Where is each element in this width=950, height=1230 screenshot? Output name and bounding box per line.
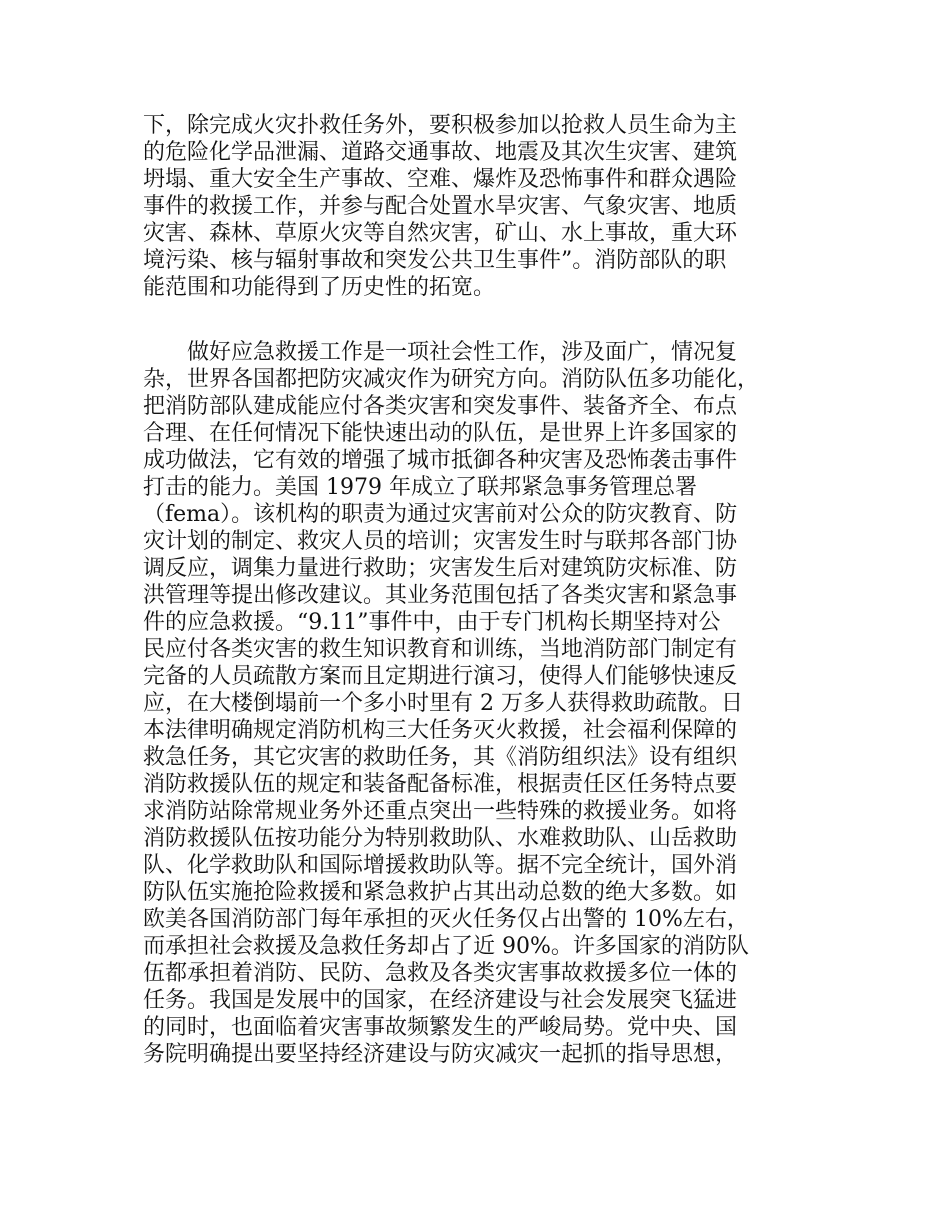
text-line: 而承担社会救援及急救任务却占了近 90%。许多国家的消防队 bbox=[143, 934, 749, 959]
text-line: 件的应急救援。“9.11”事件中，由于专门机构长期坚持对公 bbox=[143, 610, 721, 635]
text-line: 打击的能力。美国 1979 年成立了联邦紧急事务管理总署 bbox=[143, 475, 697, 500]
text-line: 欧美各国消防部门每年承担的灭火任务仅占出警的 10%左右， bbox=[143, 907, 749, 932]
text-line: 求消防站除常规业务外还重点突出一些特殊的救援业务。如将 bbox=[143, 799, 738, 824]
paragraph-1 bbox=[143, 112, 815, 301]
text-line: 救急任务，其它灾害的救助任务，其《消防组织法》设有组织 bbox=[143, 745, 738, 770]
text-line: 消防救援队伍的规定和装备配备标准，根据责任区任务特点要 bbox=[143, 772, 738, 797]
text-line: 把消防部队建成能应付各类灾害和突发事件、装备齐全、布点 bbox=[143, 394, 738, 419]
text-line: 应，在大楼倒塌前一个多小时里有 2 万多人获得救助疏散。日 bbox=[143, 691, 743, 716]
text-line: 事件的救援工作，并参与配合处置水旱灾害、气象灾害、地质 bbox=[143, 194, 738, 219]
text-line: 本法律明确规定消防机构三大任务灭火救援，社会福利保障的 bbox=[143, 718, 738, 743]
paragraph-2 bbox=[143, 339, 815, 1068]
text-line: 境污染、核与辐射事故和突发公共卫生事件”。消防部队的职 bbox=[143, 248, 727, 273]
text-line: 队、化学救助队和国际增援救助队等。据不完全统计，国外消 bbox=[143, 853, 738, 878]
text-line: 合理、在任何情况下能快速出动的队伍，是世界上许多国家的 bbox=[143, 421, 738, 446]
text-line: 消防救援队伍按功能分为特别救助队、水难救助队、山岳救助 bbox=[143, 826, 738, 851]
text-line: 完备的人员疏散方案而且定期进行演习，使得人们能够快速反 bbox=[143, 664, 738, 689]
text-line: （fema）。该机构的职责为通过灾害前对公众的防灾教育、防 bbox=[143, 502, 738, 527]
text-line: 务院明确提出要坚持经济建设与防灾减灾一起抓的指导思想， bbox=[143, 1042, 738, 1067]
text-line: 坍塌、重大安全生产事故、空难、爆炸及恐怖事件和群众遇险 bbox=[143, 167, 738, 192]
text-line: 洪管理等提出修改建议。其业务范围包括了各类灾害和紧急事 bbox=[143, 583, 738, 608]
text-line: 能范围和功能得到了历史性的拓宽。 bbox=[143, 275, 496, 300]
text-line: 调反应，调集力量进行救助；灾害发生后对建筑防灾标准、防 bbox=[143, 556, 738, 581]
text-line: 伍都承担着消防、民防、急救及各类灾害事故救援多位一体的 bbox=[143, 961, 738, 986]
text-line: 的同时，也面临着灾害事故频繁发生的严峻局势。党中央、国 bbox=[143, 1015, 738, 1040]
text-line: 任务。我国是发展中的国家，在经济建设与社会发展突飞猛进 bbox=[143, 988, 738, 1013]
text-line: 成功做法，它有效的增强了城市抵御各种灾害及恐怖袭击事件 bbox=[143, 448, 738, 473]
text-line: 民应付各类灾害的救生知识教育和训练，当地消防部门制定有 bbox=[143, 637, 738, 662]
text-line: 杂，世界各国都把防灾减灾作为研究方向。消防队伍多功能化， bbox=[143, 367, 760, 392]
text-line: 防队伍实施抢险救援和紧急救护占其出动总数的绝大多数。如 bbox=[143, 880, 738, 905]
text-line: 灾计划的制定、救灾人员的培训；灾害发生时与联邦各部门协 bbox=[143, 529, 738, 554]
text-line: 下，除完成火灾扑救任务外，要积极参加以抢救人员生命为主 bbox=[143, 113, 738, 138]
text-line: 灾害、森林、草原火灾等自然灾害，矿山、水上事故，重大环 bbox=[143, 221, 738, 246]
text-line: 做好应急救援工作是一项社会性工作，涉及面广，情况复 bbox=[143, 340, 738, 365]
text-line: 的危险化学品泄漏、道路交通事故、地震及其次生灾害、建筑 bbox=[143, 140, 738, 165]
